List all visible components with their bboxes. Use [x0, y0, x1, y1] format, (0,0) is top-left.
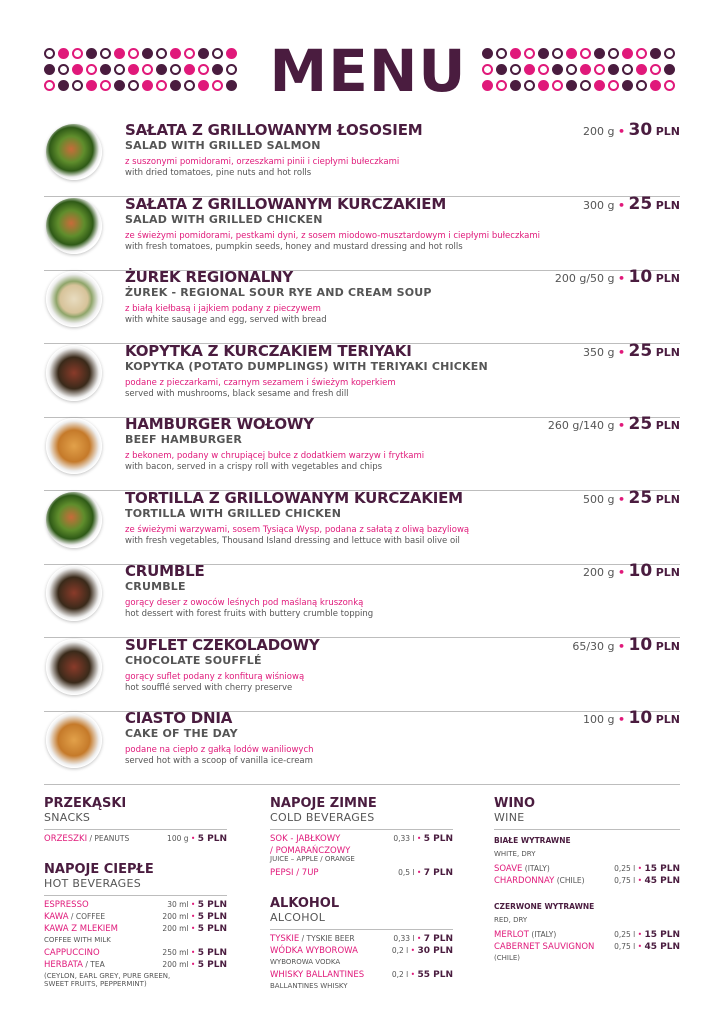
dish-name-en: TORTILLA WITH GRILLED CHICKEN: [125, 506, 342, 520]
dish-weight: 65/30 g: [572, 639, 615, 653]
menu-row-note: (CEYLON, EARL GREY, PURE GREEN,: [44, 972, 171, 980]
pattern-dot: [142, 48, 153, 59]
dish-weight: 300 g: [583, 198, 615, 212]
dish-currency: PLN: [655, 419, 680, 432]
pattern-dot: [156, 64, 167, 75]
menu-title: MENU: [269, 37, 467, 105]
pattern-dot: [580, 64, 591, 75]
pattern-dot: [664, 80, 675, 91]
dish-name-en: CHOCOLATE SOUFFLÉ: [125, 653, 262, 667]
pattern-dot: [44, 48, 55, 59]
pattern-dot: [212, 48, 223, 59]
menu-header: [0, 38, 725, 108]
menu-row: KAWA / COFFEE 200 ml • 5 PLN: [44, 912, 227, 922]
dish-price: 500 g • 25 PLN: [583, 487, 680, 508]
pattern-dot: [114, 48, 125, 59]
menu-row-note: JUICE – APPLE / ORANGE: [270, 855, 355, 863]
dish-weight: 100 g: [583, 713, 615, 726]
menu-row: CHARDONNAY (CHILE) 0,75 l • 45 PLN: [494, 876, 680, 886]
pattern-dot: [72, 80, 83, 91]
pattern-dot: [664, 64, 675, 75]
pattern-dot: [538, 48, 549, 59]
dish-price-value: 10: [628, 267, 653, 287]
menu-item: [44, 414, 680, 491]
hot-subheading: HOT BEVERAGES: [44, 877, 142, 890]
pattern-dot: [566, 80, 577, 91]
pattern-dot: [114, 64, 125, 75]
red-wine-sublabel: RED, DRY: [494, 916, 528, 924]
dish-name-en: CAKE OF THE DAY: [125, 727, 238, 740]
dish-name: SUFLET CZEKOLADOWY: [125, 635, 320, 654]
alcohol-subheading: ALCOHOL: [270, 911, 326, 924]
dish-currency: PLN: [655, 566, 680, 579]
pattern-dot: [608, 80, 619, 91]
menu-item: [44, 487, 680, 565]
menu-row: TYSKIE / TYSKIE BEER 0,33 l • 7 PLN: [270, 934, 453, 944]
menu-item: [44, 708, 680, 785]
dish-name-en: ŻUREK - REGIONAL SOUR RYE AND CREAM SOUP: [125, 286, 432, 299]
dish-price: 350 g • 25 PLN: [583, 340, 680, 361]
dish-desc-en: with bacon, served in a crispy roll with vegetables and chips: [125, 462, 383, 472]
pattern-dot: [636, 80, 647, 91]
pattern-dot: [636, 48, 647, 59]
dish-currency: PLN: [655, 713, 680, 726]
menu-row: CAPPUCCINO 250 ml • 5 PLN: [44, 948, 227, 958]
pattern-dot: [496, 80, 507, 91]
pattern-dot: [114, 80, 125, 91]
dish-weight: 200 g/50 g: [554, 272, 615, 285]
dish-name-en: SALAD WITH GRILLED SALMON: [125, 139, 321, 152]
menu-row-note: (CHILE): [494, 954, 521, 962]
menu-row: SOAVE (ITALY) 0,25 l • 15 PLN: [494, 864, 680, 874]
pattern-dot: [212, 80, 223, 91]
menu-row: / POMARAŃCZOWY: [270, 846, 351, 856]
dish-desc: gorący deser z owoców leśnych pod maślaną kruszonką: [125, 598, 364, 608]
pattern-dot: [184, 80, 195, 91]
pattern-dot: [198, 80, 209, 91]
dish-name: KOPYTKA Z KURCZAKIEM TERIYAKI: [125, 341, 412, 360]
pattern-dot: [524, 80, 535, 91]
dish-photo: [46, 565, 102, 621]
menu-row: WHISKY BALLANTINES 0,2 l • 55 PLN: [270, 970, 453, 980]
dish-desc-en: served hot with a scoop of vanilla ice-cream: [125, 756, 313, 766]
pattern-dot: [510, 48, 521, 59]
pattern-dot: [170, 80, 181, 91]
dish-price: 200 g • 10 PLN: [583, 561, 680, 581]
pattern-dot: [664, 48, 675, 59]
dish-name: HAMBURGER WOŁOWY: [125, 415, 314, 433]
dish-photo: [46, 345, 102, 401]
dish-price: 100 g • 10 PLN: [583, 708, 680, 728]
snacks-heading: PRZEKĄSKI: [44, 796, 127, 811]
dish-weight: 200 g: [583, 125, 615, 138]
menu-row: MERLOT (ITALY) 0,25 l • 15 PLN: [494, 930, 680, 940]
dish-photo: [46, 712, 102, 768]
menu-row: ESPRESSO 30 ml • 5 PLN: [44, 900, 227, 910]
menu-row: ORZESZKI / PEANUTS 100 g • 5 PLN: [44, 834, 227, 844]
dish-weight: 350 g: [583, 345, 615, 359]
dish-weight: 260 g/140 g: [547, 419, 615, 432]
pattern-dot: [608, 48, 619, 59]
snacks-subheading: SNACKS: [44, 811, 91, 824]
white-wine-label: BIAŁE WYTRAWNE: [494, 836, 571, 845]
dish-currency: PLN: [655, 345, 680, 359]
pattern-dot: [496, 48, 507, 59]
menu-row: SOK - JABŁKOWY 0,33 l • 5 PLN: [270, 834, 453, 844]
pattern-dot: [622, 64, 633, 75]
dish-photo: [46, 198, 102, 254]
menu-row-note: SWEET FRUITS, PEPPERMINT): [44, 980, 147, 988]
dish-desc: z białą kiełbasą i jajkiem podany z pieczywem: [125, 304, 321, 314]
pattern-dot: [44, 64, 55, 75]
dish-name-en: BEEF HAMBURGER: [125, 433, 243, 446]
dish-price-value: 10: [628, 634, 653, 655]
dish-price: 200 g • 30 PLN: [583, 120, 680, 140]
pattern-dot: [212, 64, 223, 75]
menu-item: [44, 634, 680, 712]
dish-name: CRUMBLE: [125, 562, 205, 580]
menu-item: [44, 193, 680, 271]
dish-desc-en: hot dessert with forest fruits with buttery crumble topping: [125, 609, 374, 619]
pattern-dot: [566, 64, 577, 75]
pattern-dot: [524, 64, 535, 75]
pattern-dot: [226, 64, 237, 75]
dish-name: SAŁATA Z GRILLOWANYM ŁOSOSIEM: [125, 121, 423, 139]
pattern-dot: [184, 48, 195, 59]
pattern-dot: [510, 64, 521, 75]
pattern-dot: [594, 64, 605, 75]
dot-pattern-right: [482, 48, 682, 96]
red-wine-label: CZERWONE WYTRAWNE: [494, 902, 595, 911]
dish-desc: z bekonem, podany w chrupiącej bułce z dodatkiem warzyw i frytkami: [125, 451, 425, 461]
pattern-dot: [44, 80, 55, 91]
pattern-dot: [510, 80, 521, 91]
dish-name: SAŁATA Z GRILLOWANYM KURCZAKIEM: [125, 194, 447, 213]
dish-currency: PLN: [655, 492, 680, 506]
wine-subheading: WINE: [494, 811, 525, 824]
dish-name: ŻUREK REGIONALNY: [125, 268, 294, 286]
dish-desc-en: with fresh vegetables, Thousand Island dressing and lettuce with basil olive oil: [125, 535, 460, 546]
dish-currency: PLN: [655, 125, 680, 138]
menu-row: PEPSI / 7UP 0,5 l • 7 PLN: [270, 868, 453, 878]
pattern-dot: [72, 48, 83, 59]
dish-desc-en: with dried tomatoes, pine nuts and hot rolls: [125, 168, 312, 178]
pattern-dot: [170, 48, 181, 59]
pattern-dot: [580, 48, 591, 59]
white-wine-sublabel: WHITE, DRY: [494, 850, 536, 858]
menu-row-note: BALLANTINES WHISKY: [270, 982, 348, 990]
pattern-dot: [636, 64, 647, 75]
pattern-dot: [622, 80, 633, 91]
snacks-hot-column: [44, 796, 227, 992]
dish-price-value: 10: [628, 561, 653, 581]
dish-desc: podane z pieczarkami, czarnym sezamem i świeżym koperkiem: [125, 377, 396, 388]
dish-currency: PLN: [655, 198, 680, 212]
dish-price: 200 g/50 g • 10 PLN: [554, 267, 680, 287]
dish-name-en: SALAD WITH GRILLED CHICKEN: [125, 212, 323, 226]
pattern-dot: [482, 64, 493, 75]
cold-alcohol-column: [270, 796, 453, 994]
wine-column: [494, 796, 680, 966]
pattern-dot: [594, 48, 605, 59]
dish-photo: [46, 124, 102, 180]
pattern-dot: [170, 64, 181, 75]
dish-desc: podane na ciepło z gałką lodów waniliowych: [125, 745, 314, 755]
menu-row-note: WYBOROWA VODKA: [270, 958, 341, 966]
dish-price-value: 25: [628, 340, 653, 361]
pattern-dot: [622, 48, 633, 59]
dish-price: 260 g/140 g • 25 PLN: [547, 414, 680, 434]
menu-row: HERBATA / TEA 200 ml • 5 PLN: [44, 960, 227, 970]
dish-currency: PLN: [655, 272, 680, 285]
pattern-dot: [226, 80, 237, 91]
dish-weight: 500 g: [583, 492, 615, 506]
pattern-dot: [524, 48, 535, 59]
pattern-dot: [86, 64, 97, 75]
pattern-dot: [552, 80, 563, 91]
pattern-dot: [86, 80, 97, 91]
dish-currency: PLN: [655, 639, 680, 653]
pattern-dot: [100, 48, 111, 59]
cold-subheading: COLD BEVERAGES: [270, 811, 375, 824]
pattern-dot: [608, 64, 619, 75]
dish-price-value: 25: [628, 487, 653, 508]
dish-name-en: KOPYTKA (POTATO DUMPLINGS) WITH TERIYAKI CHICKEN: [125, 359, 488, 373]
alcohol-heading: ALKOHOL: [270, 896, 340, 911]
pattern-dot: [650, 64, 661, 75]
dish-weight: 200 g: [583, 566, 615, 579]
dish-desc-en: with white sausage and egg, served with bread: [125, 315, 327, 325]
dish-price-value: 30: [628, 120, 653, 140]
dish-desc-en: hot soufflé served with cherry preserve: [125, 682, 293, 693]
pattern-dot: [86, 48, 97, 59]
menu-item: [44, 120, 680, 197]
dish-price-value: 25: [628, 414, 653, 434]
dot-pattern-left: [44, 48, 244, 96]
dish-photo: [46, 492, 102, 548]
dish-photo: [46, 639, 102, 695]
dish-photo: [46, 271, 102, 327]
dish-desc: ze świeżymi pomidorami, pestkami dyni, z sosem miodowo-musztardowym i ciepłymi bułeczkami: [125, 230, 541, 241]
dish-desc: ze świeżymi warzywami, sosem Tysiąca Wysp, podana z sałatą z oliwą bazyliową: [125, 524, 470, 535]
pattern-dot: [156, 80, 167, 91]
pattern-dot: [128, 48, 139, 59]
pattern-dot: [580, 80, 591, 91]
dish-desc-en: with fresh tomatoes, pumpkin seeds, honey and mustard dressing and hot rolls: [125, 241, 463, 252]
pattern-dot: [142, 64, 153, 75]
pattern-dot: [142, 80, 153, 91]
pattern-dot: [100, 64, 111, 75]
dish-name: CIASTO DNIA: [125, 709, 233, 727]
pattern-dot: [594, 80, 605, 91]
pattern-dot: [538, 80, 549, 91]
pattern-dot: [552, 48, 563, 59]
pattern-dot: [566, 48, 577, 59]
menu-row: WÓDKA WYBOROWA 0,2 l • 30 PLN: [270, 946, 453, 956]
menu-item: [44, 267, 680, 344]
pattern-dot: [198, 64, 209, 75]
pattern-dot: [100, 80, 111, 91]
dish-desc: z suszonymi pomidorami, orzeszkami pinii i ciepłymi bułeczkami: [125, 157, 400, 167]
pattern-dot: [226, 48, 237, 59]
dish-price: 65/30 g • 10 PLN: [572, 634, 680, 655]
pattern-dot: [156, 48, 167, 59]
menu-row-note: COFFEE WITH MILK: [44, 936, 111, 944]
pattern-dot: [650, 80, 661, 91]
dish-name-en: CRUMBLE: [125, 580, 186, 593]
pattern-dot: [72, 64, 83, 75]
dish-name: TORTILLA Z GRILLOWANYM KURCZAKIEM: [125, 488, 463, 507]
hot-heading: NAPOJE CIEPŁE: [44, 862, 154, 877]
dish-desc-en: served with mushrooms, black sesame and fresh dill: [125, 388, 349, 399]
pattern-dot: [128, 80, 139, 91]
pattern-dot: [482, 80, 493, 91]
dish-price-value: 10: [628, 708, 653, 728]
pattern-dot: [482, 48, 493, 59]
pattern-dot: [538, 64, 549, 75]
menu-row: KAWA Z MLEKIEM 200 ml • 5 PLN: [44, 924, 227, 934]
pattern-dot: [552, 64, 563, 75]
pattern-dot: [496, 64, 507, 75]
pattern-dot: [58, 64, 69, 75]
dish-photo: [46, 418, 102, 474]
pattern-dot: [58, 48, 69, 59]
dish-price-value: 25: [628, 193, 653, 214]
dish-desc: gorący suflet podany z konfiturą wiśniową: [125, 671, 305, 682]
pattern-dot: [184, 64, 195, 75]
pattern-dot: [128, 64, 139, 75]
dish-price: 300 g • 25 PLN: [583, 193, 680, 214]
cold-heading: NAPOJE ZIMNE: [270, 796, 377, 811]
pattern-dot: [198, 48, 209, 59]
menu-row: CABERNET SAUVIGNON 0,75 l • 45 PLN: [494, 942, 680, 952]
menu-item: [44, 561, 680, 638]
pattern-dot: [650, 48, 661, 59]
menu-item: [44, 340, 680, 418]
wine-heading: WINO: [494, 796, 536, 811]
pattern-dot: [58, 80, 69, 91]
